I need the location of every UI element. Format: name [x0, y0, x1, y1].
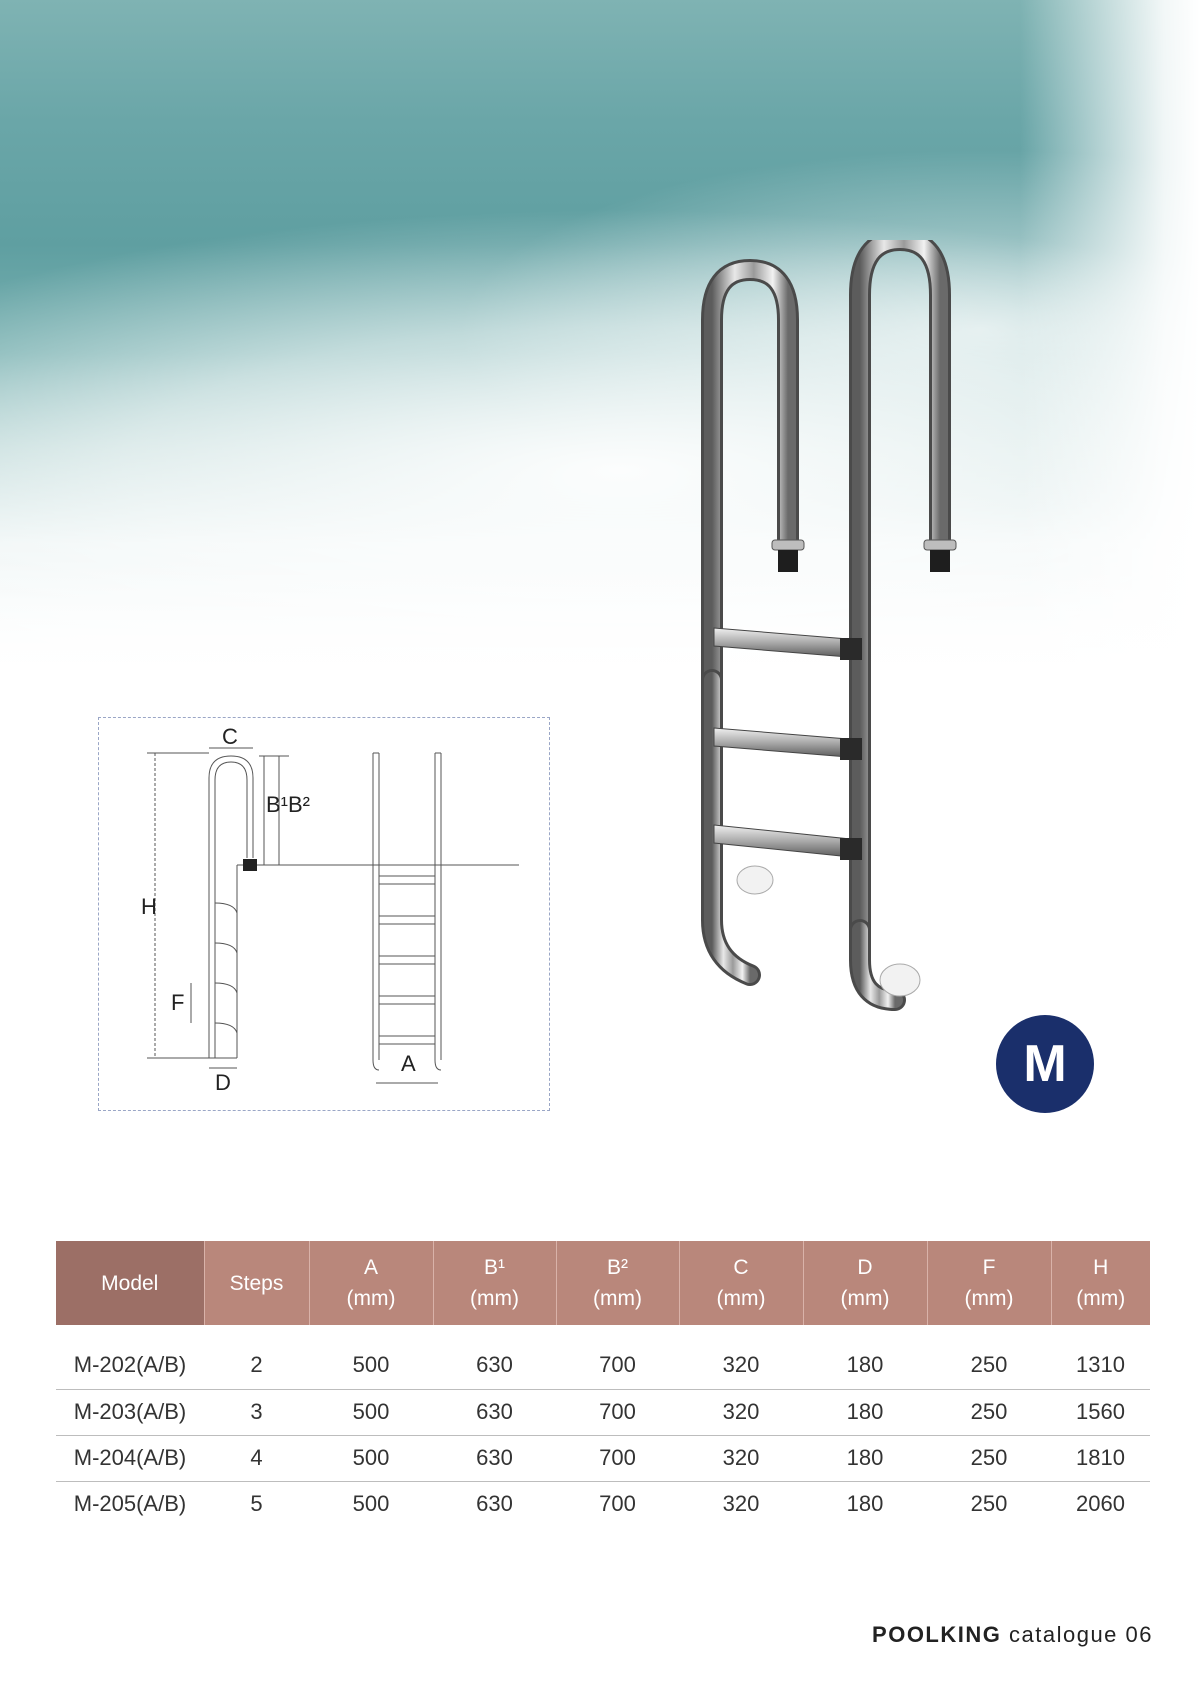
header-d: D (mm) [803, 1241, 927, 1325]
table-row [56, 1389, 1150, 1435]
cell-d: 180 [803, 1435, 927, 1481]
cell-b2: 700 [556, 1389, 679, 1435]
cell-a: 500 [309, 1435, 433, 1481]
cell-a: 500 [309, 1325, 433, 1389]
cell-steps: 4 [204, 1435, 309, 1481]
cell-d: 180 [803, 1389, 927, 1435]
table-row [56, 1481, 1150, 1527]
label-a: A [401, 1051, 416, 1076]
catalogue-page: catalogue 06 [1009, 1622, 1153, 1647]
header-model: Model [56, 1241, 204, 1325]
header-b2: B² (mm) [556, 1241, 679, 1325]
cell-b2: 700 [556, 1325, 679, 1389]
page-footer [872, 1622, 1153, 1648]
specification-table [56, 1241, 1150, 1527]
cell-b1: 630 [476, 1491, 513, 1517]
cell-b1: 630 [433, 1325, 556, 1389]
cell-a: 500 [309, 1389, 433, 1435]
table-row [56, 1325, 1150, 1389]
cell-steps: 3 [204, 1389, 309, 1435]
ladder-product-image [700, 240, 1000, 1020]
cell-model: M-202(A/B) [56, 1325, 204, 1389]
dimension-diagram [98, 717, 550, 1111]
cell-c: 320 [679, 1389, 803, 1435]
cell-f: 250 [970, 1491, 1008, 1517]
table-header-row [56, 1241, 1150, 1325]
cell-h: 1310 [1051, 1325, 1150, 1389]
header-c: C (mm) [679, 1241, 803, 1325]
header-a: A (mm) [309, 1241, 433, 1325]
background-fade-bottom [0, 560, 1200, 680]
label-b: B¹B² [266, 792, 310, 817]
header-f: F (mm) [927, 1241, 1051, 1325]
cell-steps: 2 [204, 1325, 309, 1389]
label-f: F [171, 990, 185, 1015]
header-h: H (mm) [1051, 1241, 1150, 1325]
cell-d: 180 [846, 1491, 884, 1517]
cell-a: 500 [352, 1491, 390, 1517]
brand-name: POOLKING [872, 1622, 1002, 1647]
cell-model: M-204(A/B) [56, 1435, 204, 1481]
cell-c: 320 [722, 1491, 760, 1517]
cell-model: M-205(A/B) [73, 1491, 187, 1517]
cell-f: 250 [927, 1435, 1051, 1481]
series-badge [996, 1015, 1094, 1113]
label-h: H [141, 894, 157, 919]
ladder-side-front-drawing [99, 718, 551, 1112]
cell-c: 320 [679, 1325, 803, 1389]
anchor-mark [243, 859, 257, 871]
cell-b2: 700 [556, 1435, 679, 1481]
cell-model: M-203(A/B) [56, 1389, 204, 1435]
cell-c: 320 [679, 1435, 803, 1481]
cell-f: 250 [927, 1325, 1051, 1389]
cell-h: 2060 [1076, 1491, 1125, 1517]
cell-h: 1810 [1051, 1435, 1150, 1481]
cell-steps: 5 [250, 1491, 263, 1517]
cell-d: 180 [803, 1325, 927, 1389]
label-c: C [222, 724, 238, 749]
cell-b1: 630 [433, 1389, 556, 1435]
header-steps: Steps [204, 1241, 309, 1325]
cell-h: 1560 [1051, 1389, 1150, 1435]
table-row [56, 1435, 1150, 1481]
cell-f: 250 [927, 1389, 1051, 1435]
header-b1: B¹ (mm) [433, 1241, 556, 1325]
label-d: D [215, 1070, 231, 1095]
cell-b1: 630 [433, 1435, 556, 1481]
cell-b2: 700 [599, 1491, 636, 1517]
series-badge-label: M [1023, 1035, 1067, 1093]
